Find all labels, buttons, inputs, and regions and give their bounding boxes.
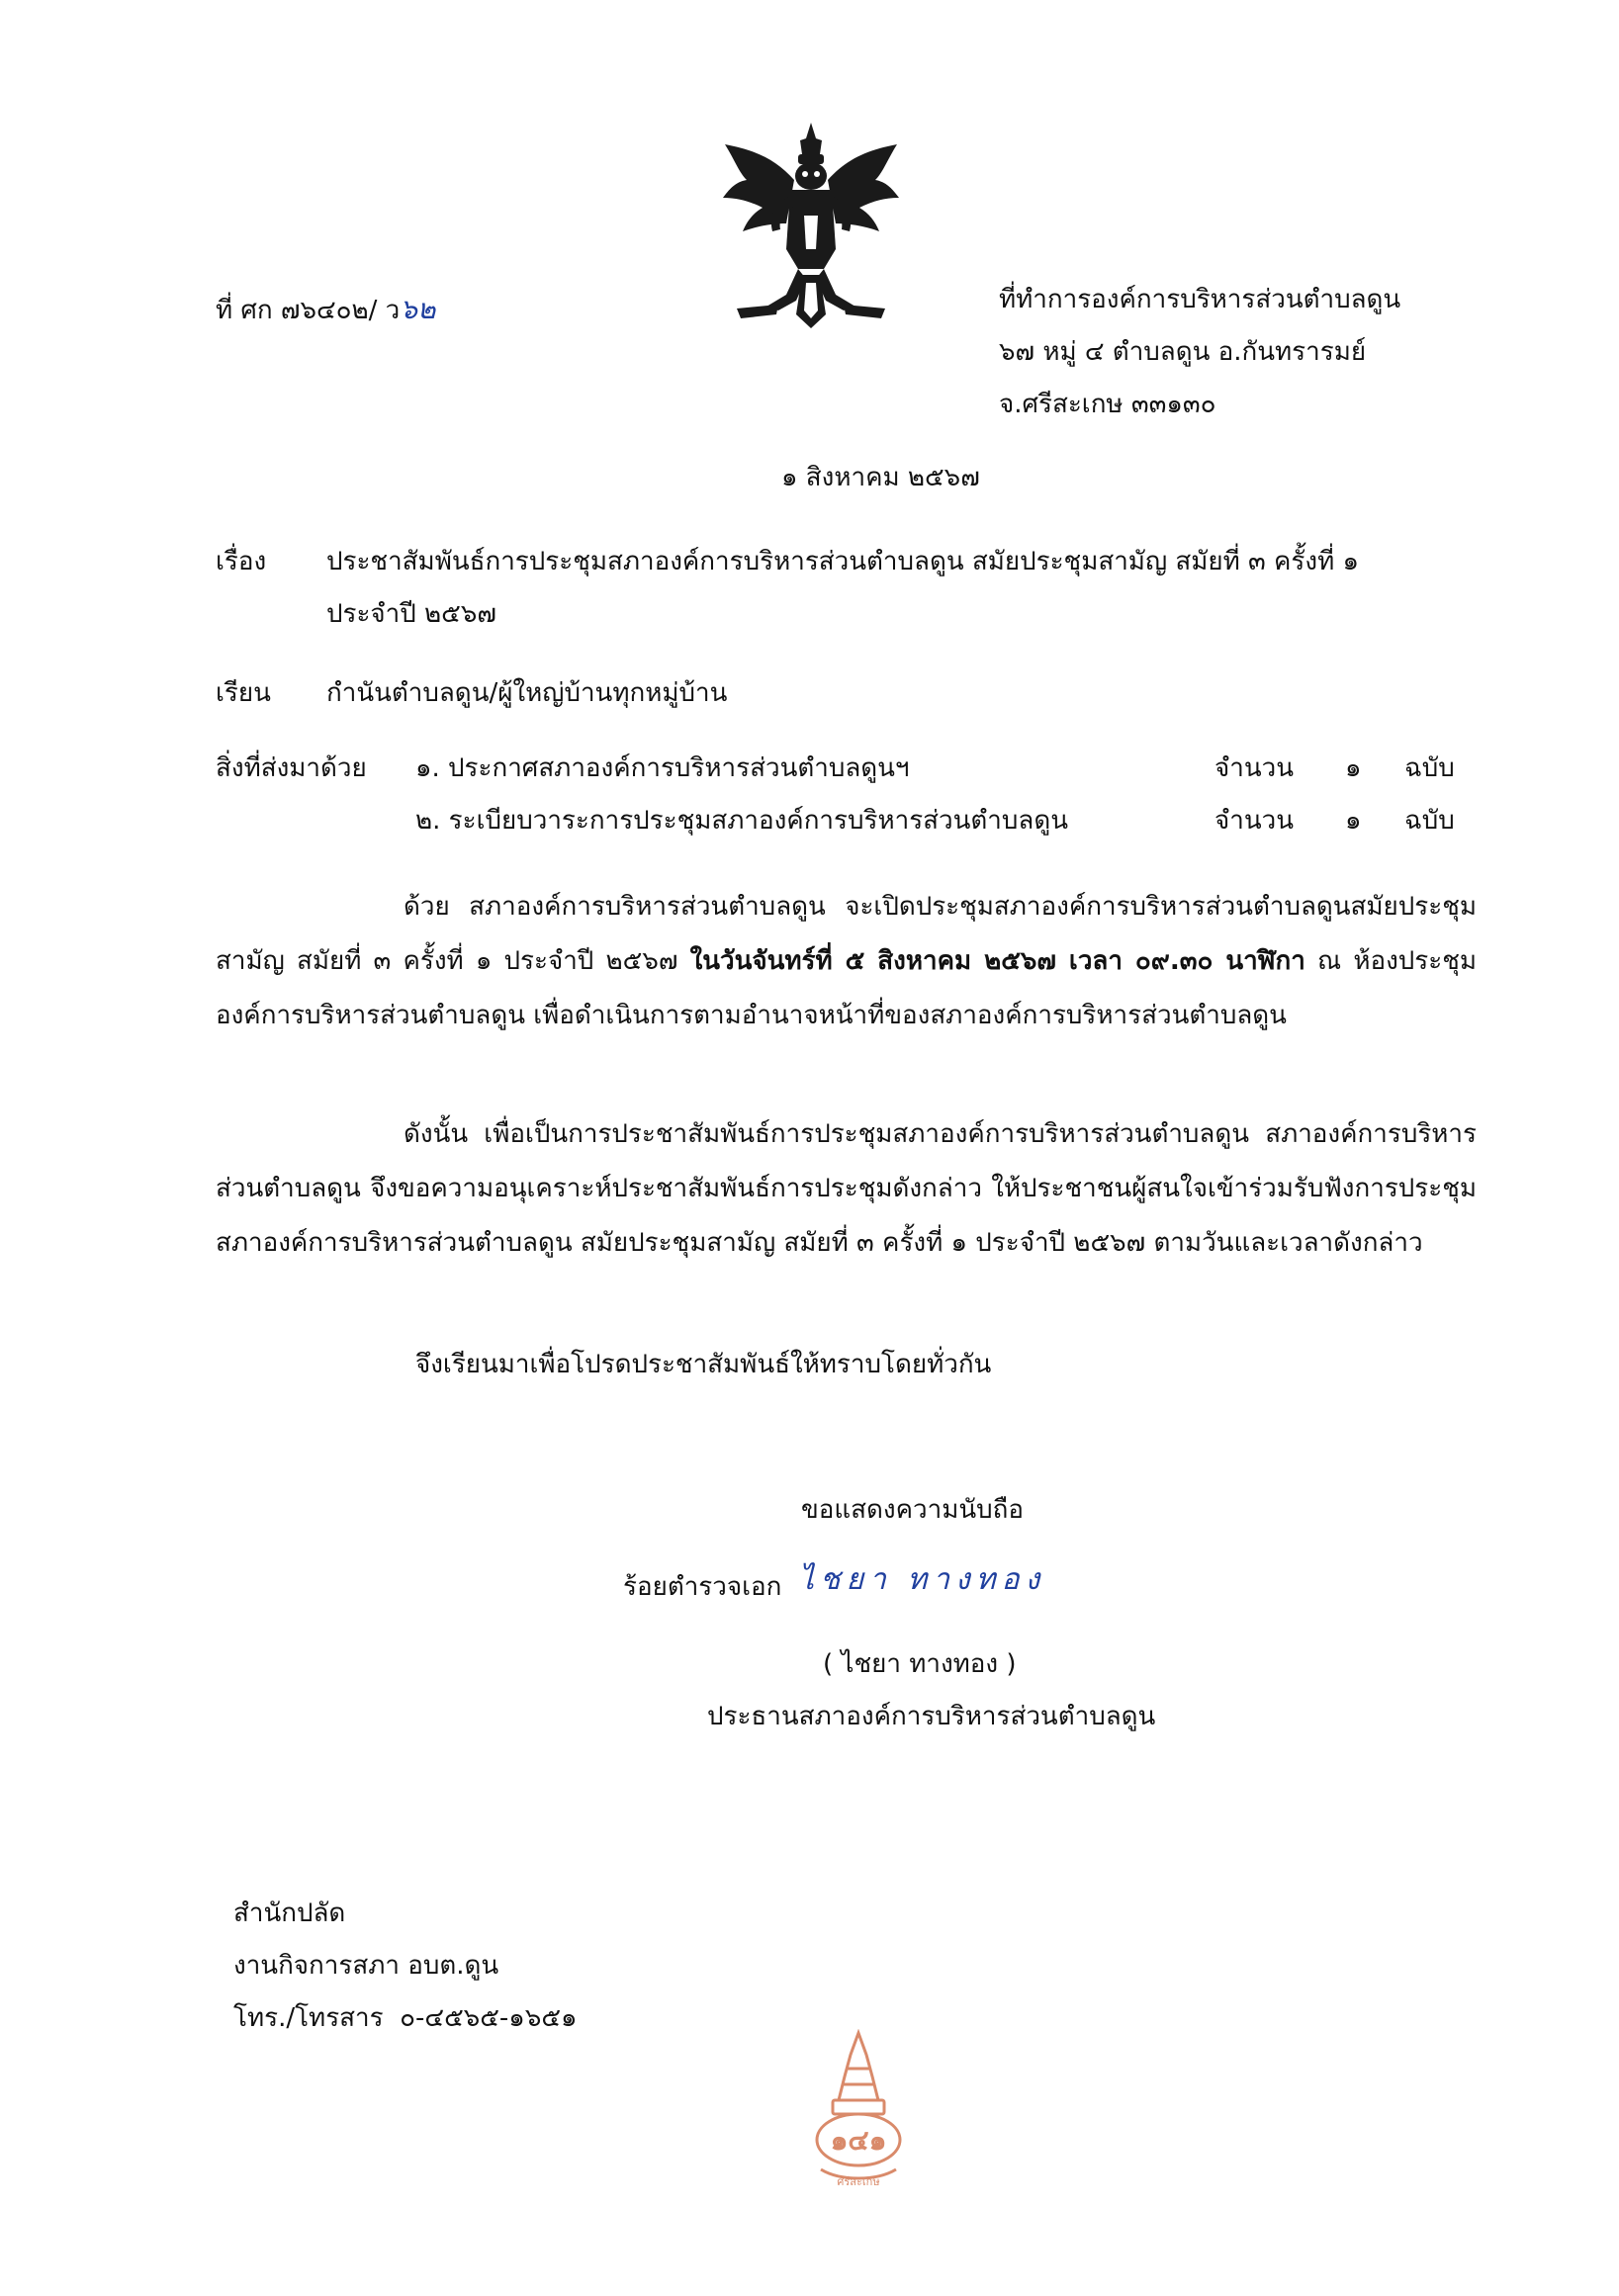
reference-value: ศก ๗๖๔๐๒/ ว: [240, 296, 401, 325]
enclosure-unit-1: ฉบับ: [1404, 753, 1455, 783]
enclosure-item-1: ๑. ประกาศสภาองค์การบริหารส่วนตำบลดูนฯ: [415, 753, 910, 783]
reference-handwritten-suffix: ๖๒: [400, 293, 436, 325]
enclosures-label: สิ่งที่ส่งมาด้วย: [216, 753, 367, 783]
body-paragraph-1-start: ด้วย สภาองค์การบริหารส่วนตำบลดูน จะเปิดประชุมสภาองค์การบริหารส่วนตำบลดูนสมัยประชุมสามัญ สมัยที่ ๓ ครั้งที่ ๑ ประจำปี ๒๕๖๗: [216, 892, 1477, 976]
garuda-emblem-icon: [717, 121, 905, 330]
salutation-label: เรียน: [216, 678, 271, 708]
footer-phone-number: ๐-๔๕๖๕-๑๖๕๑: [400, 2003, 578, 2033]
subject-line-2: ประจำปี ๒๕๖๗: [326, 599, 496, 629]
signatory-position: ประธานสภาองค์การบริหารส่วนตำบลดูน: [707, 1702, 1156, 1731]
footer-section: งานกิจการสภา อบต.ดูน: [233, 1951, 499, 1981]
body-paragraph-3: จึงเรียนมาเพื่อโปรดประชาสัมพันธ์ให้ทราบโดยทั่วกัน: [415, 1350, 992, 1379]
enclosure-item-2: ๒. ระเบียบวาระการประชุมสภาองค์การบริหารส่วนตำบลดูน: [415, 806, 1068, 836]
address-line-3: จ.ศรีสะเกษ ๓๓๑๓๐: [999, 390, 1216, 419]
seal-caption: ศรีสะเกษ: [837, 2175, 880, 2188]
reference-number: [216, 293, 436, 326]
subject-line-1: ประชาสัมพันธ์การประชุมสภาองค์การบริหารส่วนตำบลดูน สมัยประชุมสามัญ สมัยที่ ๓ ครั้งที่ ๑: [326, 547, 1359, 576]
signature-rank: ร้อยตำรวจเอก: [623, 1572, 782, 1602]
closing-phrase: ขอแสดงความนับถือ: [801, 1495, 1024, 1525]
body-paragraph-1-end: ณ ห้องประชุมองค์การบริหารส่วนตำบลดูน เพื่อดำเนินการตามอำนาจหน้าที่ของสภาองค์การบริหารส่วนตำบลดูน: [216, 946, 1477, 1030]
provincial-seal-icon: [811, 2029, 906, 2189]
footer-office: สำนักปลัด: [233, 1899, 346, 1928]
body-paragraph-2: [216, 1107, 1477, 1271]
address-line-1: ที่ทำการองค์การบริหารส่วนตำบลดูน: [999, 285, 1401, 314]
seal-digits: ๑๔๑: [830, 2124, 887, 2157]
footer-contact: [233, 2003, 578, 2034]
enclosure-qty-1: ๑: [1345, 753, 1362, 783]
letter-date: ๑ สิงหาคม ๒๕๖๗: [781, 463, 980, 492]
reference-label: ที่: [216, 296, 233, 325]
enclosure-qty-label-1: จำนวน: [1214, 753, 1294, 783]
enclosure-unit-2: ฉบับ: [1404, 806, 1455, 836]
address-line-2: ๖๗ หมู่ ๔ ตำบลดูน อ.กันทรารมย์: [999, 337, 1367, 367]
enclosure-qty-label-2: จำนวน: [1214, 806, 1294, 836]
footer-phone-label: โทร./โทรสาร: [233, 2003, 384, 2033]
subject-label: เรื่อง: [216, 547, 267, 576]
salutation-recipient: กำนันตำบลดูน/ผู้ใหญ่บ้านทุกหมู่บ้าน: [326, 678, 728, 708]
signatory-name: ( ไชยา ทางทอง ): [823, 1649, 1017, 1679]
meeting-datetime: ในวันจันทร์ที่ ๕ สิงหาคม ๒๕๖๗ เวลา ๐๙.๓๐ นาฬิกา: [689, 946, 1305, 976]
handwritten-signature: ไชยา ทางทอง: [799, 1562, 1046, 1597]
body-paragraph-2-text: ดังนั้น เพื่อเป็นการประชาสัมพันธ์การประชุมสภาองค์การบริหารส่วนตำบลดูน สภาองค์การบริหารส่วนตำบลดูน จึงขอความอนุเคราะห์ประชาสัมพันธ์การประชุมดังกล่าว ให้ประชาชนผู้สนใจเข้าร่วมรับฟังการประชุมสภาองค์การบริหารส่วนตำบลดูน สมัยประชุมสามัญ สมัยที่ ๓ ครั้งที่ ๑ ประจำปี ๒๕๖๗ ตามวันและเวลาดังกล่าว: [216, 1119, 1477, 1258]
body-paragraph-1: [216, 880, 1477, 1043]
enclosure-qty-2: ๑: [1345, 806, 1362, 836]
